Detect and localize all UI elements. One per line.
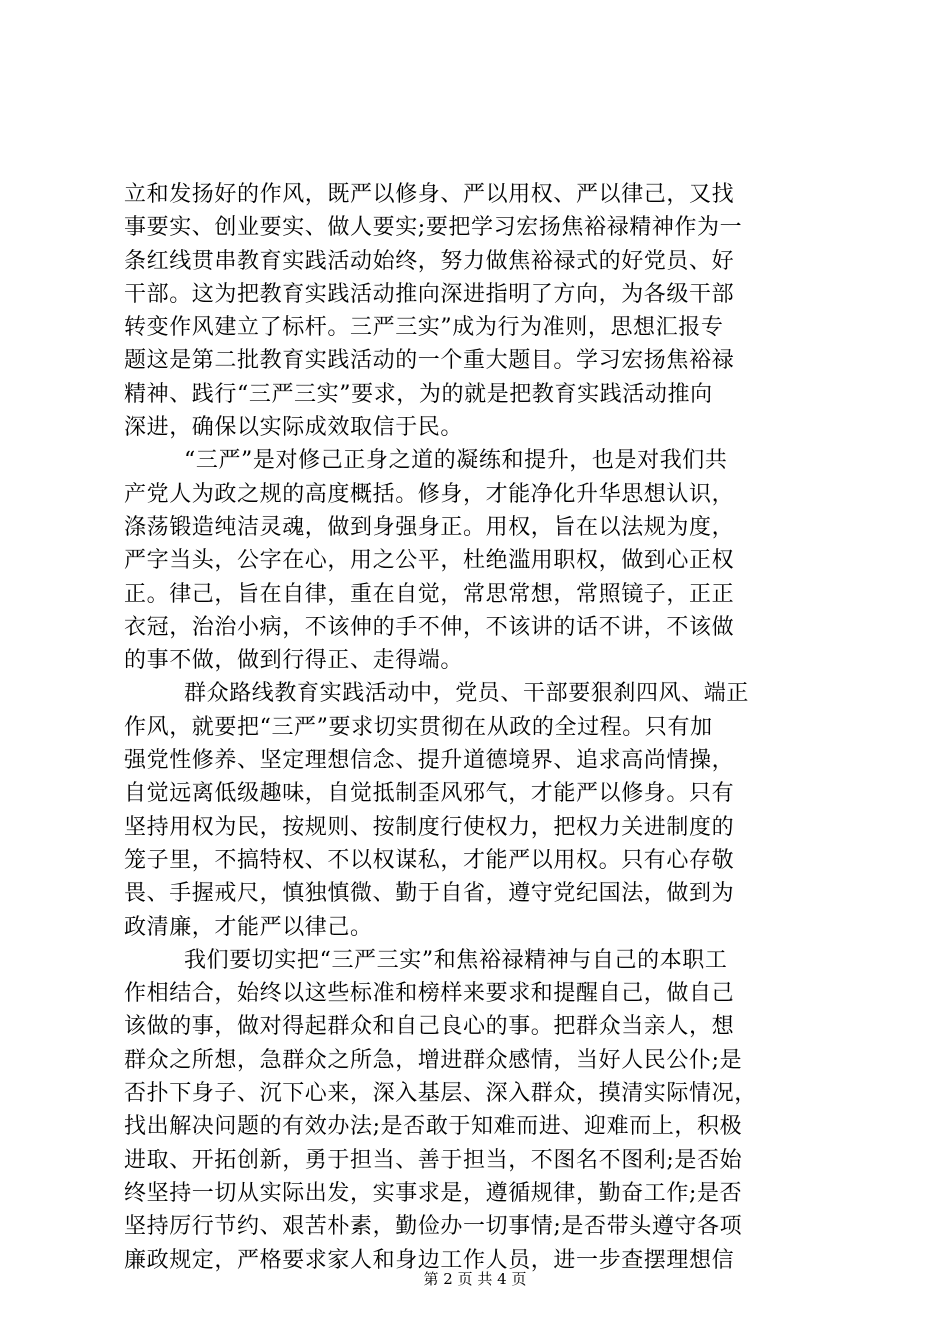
text-line: 畏、手握戒尺，慎独慎微、勤于自省，遵守党纪国法，做到为: [124, 881, 735, 907]
text-line: 终坚持一切从实际出发，实事求是，遵循规律，勤奋工作;是否: [124, 1180, 743, 1206]
text-line: 坚持用权为民，按规则、按制度行使权力，把权力关进制度的: [124, 814, 735, 840]
text-line: 严字当头，公字在心，用之公平，杜绝滥用职权，做到心正权: [124, 548, 735, 574]
text-line: 群众之所想，急群众之所急，增进群众感情，当好人民公仆;是: [124, 1047, 743, 1073]
paragraph-start-line: 群众路线教育实践活动中，党员、干部要狠刹四风、端正: [184, 681, 750, 707]
text-line: 该做的事，做对得起群众和自己良心的事。把群众当亲人，想: [124, 1014, 735, 1040]
text-line: 作风，就要把“三严”要求切实贯彻在从政的全过程。只有加: [124, 714, 713, 740]
paragraph-start-line: “三严”是对修己正身之道的凝练和提升，也是对我们共: [184, 448, 728, 474]
text-line: 正。律己，旨在自律，重在自觉，常思常想，常照镜子，正正: [124, 581, 735, 607]
text-line: 廉政规定，严格要求家人和身边工作人员，进一步查摆理想信: [124, 1247, 735, 1273]
text-line: 衣冠，治治小病，不该伸的手不伸，不该讲的话不讲，不该做: [124, 614, 735, 640]
paragraph-start-line: 我们要切实把“三严三实”和焦裕禄精神与自己的本职工: [184, 947, 728, 973]
text-line: 笼子里，不搞特权、不以权谋私，才能严以用权。只有心存敬: [124, 847, 735, 873]
text-line: 条红线贯串教育实践活动始终，努力做焦裕禄式的好党员、好: [124, 248, 735, 274]
text-line: 深进，确保以实际成效取信于民。: [124, 415, 464, 441]
text-line: 产党人为政之规的高度概括。修身，才能净化升华思想认识，: [124, 481, 735, 507]
text-line: 进取、开拓创新，勇于担当、善于担当，不图名不图利;是否始: [124, 1147, 743, 1173]
text-line: 立和发扬好的作风，既严以修身、严以用权、严以律己，又找: [124, 182, 735, 207]
text-line: 的事不做，做到行得正、走得端。: [124, 648, 464, 674]
text-line: 政清廉，才能严以律己。: [124, 914, 373, 940]
text-line: 坚持厉行节约、艰苦朴素，勤俭办一切事情;是否带头遵守各项: [124, 1214, 743, 1240]
text-line: 自觉远离低级趣味，自觉抵制歪风邪气，才能严以修身。只有: [124, 781, 735, 807]
text-line: 转变作风建立了标杆。三严三实”成为行为准则，思想汇报专: [124, 315, 724, 341]
page-number-footer: 第 2 页 共 4 页: [423, 1270, 527, 1288]
text-line: 干部。这为把教育实践活动推向深进指明了方向，为各级干部: [124, 281, 735, 307]
text-line: 精神、践行“三严三实”要求，为的就是把教育实践活动推向: [124, 381, 713, 407]
text-line: 涤荡锻造纯洁灵魂，做到身强身正。用权，旨在以法规为度，: [124, 514, 735, 540]
text-line: 事要实、创业要实、做人要实;要把学习宏扬焦裕禄精神作为一: [124, 215, 743, 241]
text-line: 作相结合，始终以这些标准和榜样来要求和提醒自己，做自己: [124, 981, 735, 1007]
text-line: 找出解决问题的有效办法;是否敢于知难而进、迎难而上，积极: [124, 1114, 743, 1140]
text-line: 否扑下身子、沉下心来，深入基层、深入群众，摸清实际情况，: [124, 1081, 757, 1107]
text-line: 强党性修养、坚定理想信念、提升道德境界、追求高尚情操，: [124, 748, 735, 774]
text-line: 题这是第二批教育实践活动的一个重大题目。学习宏扬焦裕禄: [124, 348, 735, 374]
document-body: [124, 178, 830, 1277]
